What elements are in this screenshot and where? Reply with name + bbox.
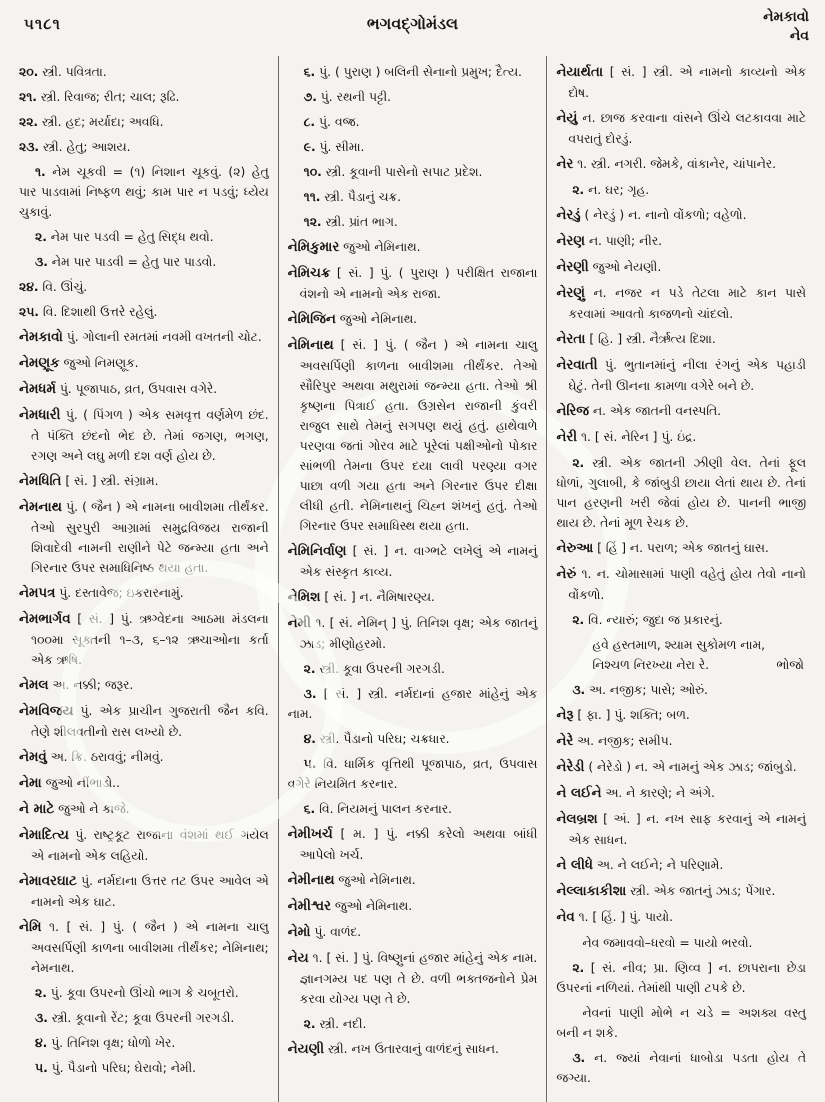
sense-item: ૨૫. વિ. દિશાથી ઉત્તરે રહેલું. <box>19 305 158 319</box>
dictionary-entry: નેરું ૧. ન. ચોમાસામાં પાણી વહેતું હોય તેવો નાનો વોંકળો. <box>556 567 807 602</box>
sense-item: ૨. વિ. ન્યારું; જુદા જ પ્રકારનું. <box>572 613 723 627</box>
headword: નેરિજ <box>556 404 589 419</box>
sense-item: ૨. [ સં. નીવ; પ્રા. ણિવ્વ ] ન. છાપરાના છેડા ઉપરનાં નળિયાં. તેમાંથી પાણી ટપકે છે. <box>556 961 807 995</box>
dictionary-entry: નેરણ ન. પાણી; નીર. <box>556 234 663 249</box>
sense-number: ૨૩. <box>19 140 40 154</box>
headword: નેયાર્થતા <box>556 65 603 80</box>
sense-number: ૧૨. <box>303 215 322 229</box>
sense-item: ૩. [ સં. ] સ્ત્રી. નર્મદાનાં હજાર માંહેનું એક નામ. <box>287 687 538 721</box>
dictionary-entry: નેરણી જુઓ નેયણી. <box>556 260 662 275</box>
headword: નેમિચક્ર <box>287 266 331 281</box>
headword: નેરણ <box>556 234 585 249</box>
headword: નેમિનિર્વાણ <box>287 544 347 559</box>
sense-number: ૨. <box>572 456 585 470</box>
headword: નેમભાર્ગવ <box>19 612 71 627</box>
headword: નેરડું <box>556 208 581 223</box>
dictionary-entry: નેમકાવો પું. ગોલાની રમતમાં નવમી વખતની ચોટ. <box>19 330 262 345</box>
headword: નેર <box>556 157 574 172</box>
dictionary-entry: નેમવું અ. ક્રિ. ઠરાવવું; નીમવું. <box>19 750 164 765</box>
sense-number: ૨૪. <box>19 280 39 294</box>
sense-item: ૨. સ્ત્રી. નદી. <box>303 1017 367 1031</box>
sense-number: ૨૦. <box>19 65 39 79</box>
dictionary-entry: નેમાવરઘાટ પું. નર્મદાના ઉત્તર તટ ઉપર આવેલ એ નામનો એક ઘાટ. <box>19 874 269 909</box>
sense-item: ૨. નેમ પાર પડવી = હેતુ સિદ્ધ થવો. <box>35 230 214 244</box>
dictionary-entry: નેમપત્ર પું. દસ્તાવેજ; ઇકરારનામું. <box>19 586 184 601</box>
dictionary-entry: નેરતા [ હિ. ] સ્ત્રી. નૈર્ઋત્ય દિશા. <box>556 332 716 347</box>
headword: નેમલ <box>19 678 49 693</box>
headword: નેરતા <box>556 332 586 347</box>
page-number: ૫૧૮૧ <box>24 15 61 33</box>
dictionary-entry: નેમિનાથ [ સં. ] પું. ( જૈન ) એ નામના ચાલુ અવસર્પિણી કાળના બાવીશમા તીર્થંકર. તેઓ સૌરિપુર અથવા મથુરામાં જન્મ્યા હતા. તેઓ શ્રી કૃષ્ણના પિત્રાઈ હતા. ઉગ્રસેન રાજાની કુંવરી રાજુલ સાથે તેમનું સગપણ થયું હતું. હાથેવાળે પરણવા જતાં ગોરવ માટે પૂરેલાં પક્ષીઓનો પોકાર સાંભળી તેમના ઉપર દયા લાવી પરણ્યા વગર પાછા વળી ગયા હતા અને ગિરનાર ઉપર દીક્ષા લીધી હતી. નેમિનાથનું ચિહ્ન શંખનું હતું. તેઓ ગિરનાર ઉપર સમાધિસ્થ થયા હતા. <box>287 338 538 533</box>
verse-attribution: ભોજો <box>776 658 805 672</box>
dictionary-entry: નેમીશ્વર જુઓ નેમિનાથ. <box>287 899 413 914</box>
headword: નેરું <box>556 567 577 582</box>
sense-item: ૨. સ્ત્રી. એક જાતની ઝીણી વેલ. તેનાં ફૂલ ધોળાં, ગુલાબી, કે જાંબુડી છાયા લેતાં થાય છે. તેનાં પાન હરણની ખરી જેવાં હોય છે. પાનની ભાજી થાય છે. તેનાં મૂળ રેચક છે. <box>556 456 807 530</box>
sense-number: ૨. <box>303 662 316 676</box>
sense-item: ૧૧. સ્ત્રી. પૈડાનું ચક્ર. <box>303 190 402 204</box>
headword: નેલ્લાકાકીશા <box>556 884 627 899</box>
dictionary-entry: નેવ ૧. [ હિં. ] પું. પાયો. <box>556 910 674 925</box>
dictionary-entry: નેમિ ૧. [ સં. ] પું. ( જૈન ) એ નામના ચાલુ અવસર્પિણી કાળના બાવીશમા તીર્થંકર; નેમિનાથ; નેમનાથ. <box>19 920 269 975</box>
headword: નેમાદિત્ય <box>19 828 69 843</box>
sense-item: ૬. પું. ( પુરાણ ) બલિની સેનાનો પ્રમુખ; દૈત્ય. <box>303 65 522 79</box>
sense-item: ૮. પું. વજ્ર. <box>303 115 360 129</box>
dictionary-entry: નેમભાર્ગવ [ સં. ] પું. ઋગ્વેદના આઠમા મંડલના ૧૦૦મા સૂક્તની ૧–૩, ૬–૧૨ ઋચાઓના કર્તા એક ઋષિ. <box>19 612 269 667</box>
sense-item: ૨૦. સ્ત્રી. પવિત્રતા. <box>19 65 107 79</box>
dictionary-entry: નેમી ૧. [ સં. નેમિન્ ] પું. તિનિશ વૃક્ષ; એક જાતનું ઝાડ; મીણોહરમો. <box>287 616 538 651</box>
dictionary-entry: નેય ૧. [ સં. ] પું. વિષ્ણુનાં હજાર માંહેનું એક નામ. જ્ઞાનગમ્ય પદ પણ તે છે. વળી ભક્તજનોને પ્રેમ કરવા યોગ્ય પણ તે છે. <box>287 951 538 1006</box>
sense-number: ૨. <box>35 230 47 244</box>
sense-item: ૧૦. સ્ત્રી. કૂવાની પાસેનો સપાટ પ્રદેશ. <box>303 165 483 179</box>
sense-number: ૮. <box>303 115 316 129</box>
headword: નેમીનાથ <box>287 873 335 888</box>
guide-words <box>763 8 809 46</box>
idiom-line: નેવનાં પાણી મોભે ન ચડે = અશક્ય વસ્તુ બની ન શકે. <box>556 1006 807 1040</box>
sense-number: ૨૨. <box>19 115 39 129</box>
dictionary-entry: નેયું ન. છાજ કરવાના વાંસને ઊંચે લટકાવવા માટે વપરાતું દોરડું. <box>556 111 807 146</box>
headword: નેવ <box>556 910 575 925</box>
sense-item: ૨૪. વિ. ઊંચું. <box>19 280 88 294</box>
sense-item: ૧. નેમ ચૂકવી = (૧) નિશાન ચૂકવું. (૨) હેતુ પાર પાડવામાં નિષ્ફળ થવું; કામ પાર ન પડવું; ધ્યેય ચુકાવું. <box>19 165 269 219</box>
sense-number: ૪. <box>35 1036 48 1050</box>
sense-number: ૫. <box>303 757 317 771</box>
headword: નેરણું <box>556 286 585 301</box>
sense-item: ૭. પું. રથની પટ્ટી. <box>303 90 392 104</box>
sense-number: ૭. <box>303 90 317 104</box>
sense-item: ૪. પું. તિનિશ વૃક્ષ; ધોળો ખેર. <box>35 1036 176 1050</box>
sense-item: ૨૩. સ્ત્રી. હેતુ; આશય. <box>19 140 131 154</box>
headword: નેયું <box>556 111 578 126</box>
headword: નેમિકુમાર <box>287 240 340 255</box>
dictionary-entry: ને લીધે અ. ને લઈને; ને પરિણામે. <box>556 858 724 873</box>
dictionary-column <box>10 56 278 1102</box>
sense-item: ૫. વિ. ધાર્મિક વૃત્તિથી પૂજાપાઠ, વ્રત, ઉપવાસ વગેરે નિયમિત કરનાર. <box>287 757 538 791</box>
verse-line: નિશ્ચળ નિરખ્યા નેરા રે. <box>592 658 710 672</box>
dictionary-entry: નેરવાતી પું. ભુતાનમાંનું નીલા રંગનું એક પહાડી ઘેટું. તેની ઊનના કામળા વગેરે બને છે. <box>556 358 807 393</box>
headword: નેરણી <box>556 260 589 275</box>
dictionary-entry: નેમધિતિ [ સં. ] સ્ત્રી. સંગ્રામ. <box>19 474 159 489</box>
guide-word-first: નેમકાવો <box>763 9 809 25</box>
headword: નેમી <box>287 616 311 631</box>
headword: નેરુઆ <box>556 541 594 556</box>
headword: નેમધર્મ <box>19 382 56 397</box>
columns-wrapper <box>10 56 815 1102</box>
headword: નેમિશ <box>287 590 321 605</box>
sense-number: ૬. <box>303 802 316 816</box>
headword: નેમીશ્વર <box>287 899 331 914</box>
headword: ને માટે <box>19 802 55 817</box>
sense-item: ૩. અ. નજીક; પાસે; ઓરું. <box>572 683 708 697</box>
dictionary-entry: નેમવિજય પું. એક પ્રાચીન ગુજરાતી જૈન કવિ. તેણે શીલવતીનો રાસ લખ્યો છે. <box>19 704 269 739</box>
dictionary-entry: નેયણી સ્ત્રી. નખ ઉતારવાનું વાળંદનું સાધન. <box>287 1042 499 1057</box>
dictionary-entry: નેમધારી પું. ( પિંગળ ) એક સમવૃત્ત વર્ણમેળ છંદ. તે પંક્તિ છંદનો ભેદ છે. તેમાં જગણ, ભગણ, રગણ અને લઘુ મળી દશ વર્ણ હોય છે. <box>19 408 269 463</box>
headword: નેમપત્ર <box>19 586 56 601</box>
sense-item: ૨. પું. કૂવા ઉપરનો ઊંચો ભાગ કે ચબૂતરો. <box>35 986 239 1000</box>
sense-item: ૬. વિ. નિયમનું પાલન કરનાર. <box>303 802 453 816</box>
sense-number: ૨. <box>572 961 585 975</box>
dictionary-entry: નેર ૧. સ્ત્રી. નગરી. જેમકે, વાંકાનેર, ચાંપાનેર. <box>556 157 777 172</box>
sense-number: ૪. <box>303 732 316 746</box>
sense-item: ૩. ન. જ્યાં નેવાનાં ધાબોડા પડતા હોય તે જગ્યા. <box>556 1051 807 1085</box>
sense-item: ૫. પું. પૈડાનો પરિઘ; ઘેરાવો; નેમી. <box>35 1061 197 1075</box>
headword: નેમકાવો <box>19 330 63 345</box>
sense-number: ૩. <box>303 687 317 701</box>
dictionary-entry: નેરૂ [ ફા. ] પું. શક્તિ; બળ. <box>556 708 690 723</box>
sense-number: ૫. <box>35 1061 48 1075</box>
dictionary-entry: નેલ્લાકાકીશા સ્ત્રી. એક જાતનું ઝાડ; પેંગાર. <box>556 884 776 899</box>
sense-number: ૧૦. <box>303 165 322 179</box>
headword: નેલબ્રશ <box>556 812 598 827</box>
dictionary-entry: નેલબ્રશ [ અં. ] ન. નખ સાફ કરવાનું એ નામનું એક સાધન. <box>556 812 807 847</box>
sense-number: ૨૧. <box>19 90 37 104</box>
sense-number: ૨. <box>572 183 585 197</box>
dictionary-entry: નેમિનિર્વાણ [ સં. ] ન. વાગ્ભટે લખેલું એ નામનું એક સંસ્કૃત કાવ્ય. <box>287 544 538 579</box>
dictionary-entry: ને લઈને અ. ને કારણે; ને અંગે. <box>556 786 715 801</box>
dictionary-entry: નેમધર્મ પું. પૂજાપાઠ, વ્રત, ઉપવાસ વગેરે. <box>19 382 218 397</box>
verse-line: હવે હસ્તમાળ, શ્યામ સુકોમળ નામ, <box>592 638 766 652</box>
headword: નેરેડી <box>556 760 585 775</box>
dictionary-entry: નેરી ૧. [ સં. નેરિન ] પું. ઇંદ્ર. <box>556 430 697 445</box>
dictionary-entry: નેમાદિત્ય પું. રાષ્ટ્રકૂટ રાજાના વંશમાં થઈ ગયેલ એ નામનો એક લહિયો. <box>19 828 269 863</box>
dictionary-entry: નેયાર્થતા [ સં. ] સ્ત્રી. એ નામનો કાવ્યનો એક દોષ. <box>556 65 807 100</box>
headword: ને લઈને <box>556 786 602 801</box>
headword: નેરવાતી <box>556 358 598 373</box>
headword: નેમવિજય <box>19 704 74 719</box>
dictionary-entry: નેમો પું. વાળંદ. <box>287 925 362 940</box>
headword: નેમનાથ <box>19 500 62 515</box>
dictionary-entry: નેરડું ( નેરડું ) ન. નાનો વોંકળો; વહેળો. <box>556 208 747 223</box>
headword: નેમો <box>287 925 311 940</box>
headword: નેરૂ <box>556 708 574 723</box>
dictionary-entry: નેમિશ [ સં. ] ન. નૈમિષારણ્ય. <box>287 590 435 605</box>
sense-number: ૩. <box>35 1011 48 1025</box>
dictionary-entry: નેમીનાથ જુઓ નેમિનાથ. <box>287 873 416 888</box>
sense-number: ૧૧. <box>303 190 321 204</box>
headword: નેમિજિન <box>287 312 336 327</box>
sense-item: ૨૨. સ્ત્રી. હદ; મર્યાદા; અવધિ. <box>19 115 164 129</box>
dictionary-entry: નેમા જુઓ નીંભાડો.. <box>19 776 120 791</box>
sense-item: ૨૧. સ્ત્રી. રિવાજ; રીત; ચાલ; રૂઢિ. <box>19 90 180 104</box>
sense-number: ૯. <box>303 140 316 154</box>
dictionary-entry: નેમિચક્ર [ સં. ] પું. ( પુરાણ ) પરીક્ષિત રાજાના વંશનો એ નામનો એક રાજા. <box>287 266 538 301</box>
verse-quote <box>556 635 806 675</box>
sense-number: ૧. <box>35 165 46 179</box>
dictionary-entry: નેરિજ ન. એક જાતની વનસ્પતિ. <box>556 404 722 419</box>
dictionary-entry: નેમિકુમાર જુઓ નેમિનાથ. <box>287 240 421 255</box>
idiom-line: નેવ જમાવવો–ધરવો = પાયો ભરવો. <box>582 936 753 950</box>
dictionary-entry: નેમલ અ. નક્કી; જરૂર. <box>19 678 134 693</box>
dictionary-entry: નેરેડી ( નેરેડો ) ન. એ નામનું એક ઝાડ; જાંબુડો. <box>556 760 797 775</box>
dictionary-entry: નેરણું ન. નજર ન પડે તેટલા માટે કાન પાસે કરવામાં આવતો કાજળનો ચાંદલો. <box>556 286 807 321</box>
sense-number: ૨. <box>35 986 47 1000</box>
page-header <box>0 0 825 56</box>
dictionary-column <box>546 56 815 1102</box>
headword: નેયણી <box>287 1042 325 1057</box>
sense-item: ૪. સ્ત્રી. પૈડાનો પરિઘ; ચક્રધાર. <box>303 732 450 746</box>
dictionary-entry: ને માટે જુઓ ને કાજે. <box>19 802 130 817</box>
sense-item: ૩. સ્ત્રી. કૂવાનો રેંટ; કૂવા ઉપરની ગરગડી. <box>35 1011 235 1025</box>
headword: નેમિનાથ <box>287 338 334 353</box>
dictionary-column <box>278 56 547 1102</box>
guide-word-last: નેવ <box>789 27 809 44</box>
headword: નેરી <box>556 430 578 445</box>
headword: નેમણૂક <box>19 356 60 371</box>
headword: નેરે <box>556 734 574 749</box>
book-title: ભગવદ્ગોમંડલ <box>366 14 459 33</box>
headword: નેમધિતિ <box>19 474 62 489</box>
sense-number: ૬. <box>303 65 316 79</box>
sense-item: ૨. ન. ઘર; ગૃહ. <box>572 183 650 197</box>
sense-item: ૩. નેમ પાર પાડવી = હેતુ પાર પાડવો. <box>35 255 217 269</box>
headword: નેમીખર્ચ <box>287 827 333 842</box>
headword: નેય <box>287 951 309 966</box>
dictionary-entry: નેમણૂક જુઓ નિમણૂક. <box>19 356 139 371</box>
headword: નેમવું <box>19 750 47 765</box>
headword: નેમધારી <box>19 408 61 423</box>
sense-number: ૩. <box>35 255 48 269</box>
sense-number: ૩. <box>572 683 586 697</box>
dictionary-entry: નેમીખર્ચ [ મ. ] પું. નક્કી કરેલો અથવા બાંધી આપેલો ખર્ચ. <box>287 827 538 862</box>
dictionary-entry: નેરુઆ [ હિં ] ન. પરાળ; એક જાતનું ઘાસ. <box>556 541 769 556</box>
sense-number: ૨. <box>572 613 585 627</box>
dictionary-entry: નેમિજિન જુઓ નેમિનાથ. <box>287 312 418 327</box>
sense-item: ૧૨. સ્ત્રી. પ્રાંત ભાગ. <box>303 215 398 229</box>
headword: નેમિ <box>19 920 42 935</box>
sense-item: ૯. પું. સીમા. <box>303 140 365 154</box>
sense-number: ૨. <box>303 1017 316 1031</box>
sense-number: ૨૫. <box>19 305 39 319</box>
dictionary-entry: નેરે અ. નજીક; સમીપ. <box>556 734 673 749</box>
headword: નેમાવરઘાટ <box>19 874 77 889</box>
headword: ને લીધે <box>556 858 593 873</box>
dictionary-entry: નેમનાથ પું. ( જૈન ) એ નામના બાવીશમા તીર્થંકર. તેઓ સુરપુરી આગ્રામાં સમુદ્રવિજય રાજાની શિવાદેવી નામની રાણીને પેટે જન્મ્યા હતા અને ગિરનાર ઉપર સમાધિનિષ્ઠ થયા હતા. <box>19 500 269 575</box>
headword: નેમા <box>19 776 42 791</box>
sense-item: ૨. સ્ત્રી. કૂવા ઉપરની ગરગડી. <box>303 662 445 676</box>
sense-number: ૩. <box>572 1051 586 1065</box>
